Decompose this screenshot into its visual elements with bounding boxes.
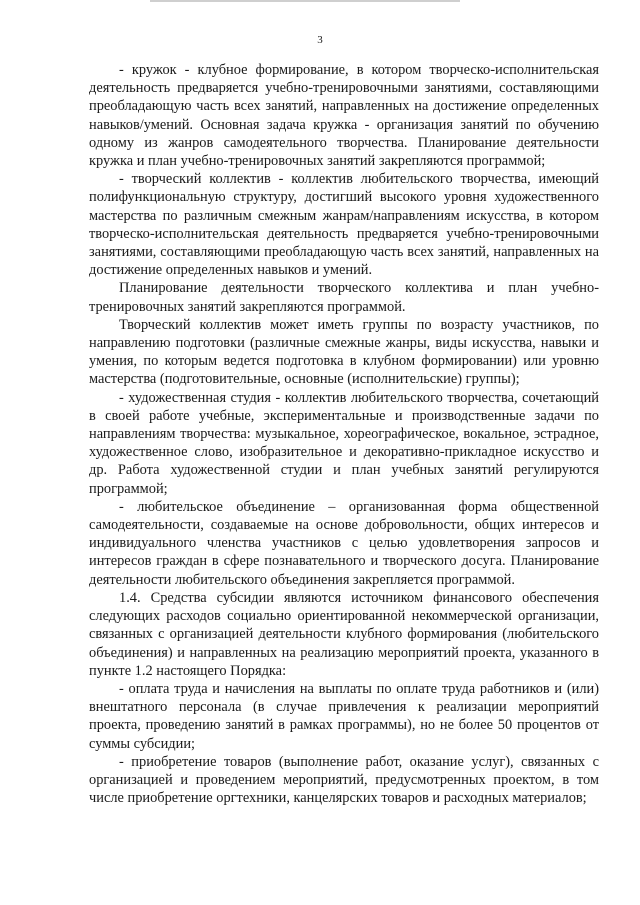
page-number: 3 xyxy=(317,34,323,46)
paragraph-gruppy-kollektiva: Творческий коллектив может иметь группы по возрасту участников, по направлению подготовки (различные смежные жанры, виды искусства, навыки и умения, по которым ведется подготовка в клубном формировании) или уровню мастерства (подготовительные, основные (исполнительские) группы); xyxy=(89,316,599,388)
paragraph-oplata-truda: - оплата труда и начисления на выплаты по оплате труда работников и (или) внештатного персонала (в случае привлечения к реализации мероприятий проекта, проведению занятий в рамках программы), но не более 50 процентов от суммы субсидии; xyxy=(89,680,599,752)
paragraph-planirovanie-kollektiva: Планирование деятельности творческого коллектива и план учебно-тренировочных занятий закрепляются программой. xyxy=(89,280,599,315)
paragraph-kruzhok: - кружок - клубное формирование, в котором творческо-исполнительская деятельность предваряется учебно-тренировочными занятиями, составляющими преобладающую часть всех занятий, направленных на достижение определенных навыков/умений. Основная задача кружка - организация занятий по обучению одному из жанров самодеятельного творчества. Планирование деятельности кружка и план учебно-тренировочных занятий закрепляются программой; xyxy=(89,62,599,170)
paragraph-tvorcheskiy-kollektiv: - творческий коллектив - коллектив любительского творчества, имеющий полифункциональную структуру, достигший высокого уровня художественного мастерства по различным смежным жанрам/направлениям искусства, в котором творческо-исполнительская деятельность предваряется учебно-тренировочными занятиями, составляющими преобладающую часть всех занятий, направленных на достижение определенных навыков и умений. xyxy=(89,171,599,279)
paragraph-section-1-4: 1.4. Средства субсидии являются источником финансового обеспечения следующих расходов социально ориентированной некоммерческой организации, связанных с организацией деятельности клубного формирования (любительского объединения) и направленных на реализацию мероприятий проекта, указанного в пункте 1.2 настоящего Порядка: xyxy=(89,589,599,679)
top-edge-rule xyxy=(150,0,460,2)
document-body xyxy=(89,61,599,807)
paragraph-priobretenie-tovarov: - приобретение товаров (выполнение работ, оказание услуг), связанных с организацией и проведением мероприятий, предусмотренных проектом, в том числе приобретение оргтехники, канцелярских товаров и расходных материалов; xyxy=(89,753,599,807)
paragraph-hudozhestvennaya-studiya: - художественная студия - коллектив любительского творчества, сочетающий в своей работе учебные, экспериментальные и производственные задачи по направлениям творчества: музыкальное, хореографическое, вокальное, эстрадное, художественное слово, изобразительное и декоративно-прикладное искусство и др. Работа художественной студии и план учебных занятий регулируются программой; xyxy=(89,389,599,497)
paragraph-lyubitelskoe-obedinenie: - любительское объединение – организованная форма общественной самодеятельности, создаваемые на основе добровольности, общих интересов и индивидуального членства участников с целью удовлетворения запросов и интересов граждан в сфере познавательного и творческого досуга. Планирование деятельности любительского объединения закрепляется программой. xyxy=(89,498,599,588)
